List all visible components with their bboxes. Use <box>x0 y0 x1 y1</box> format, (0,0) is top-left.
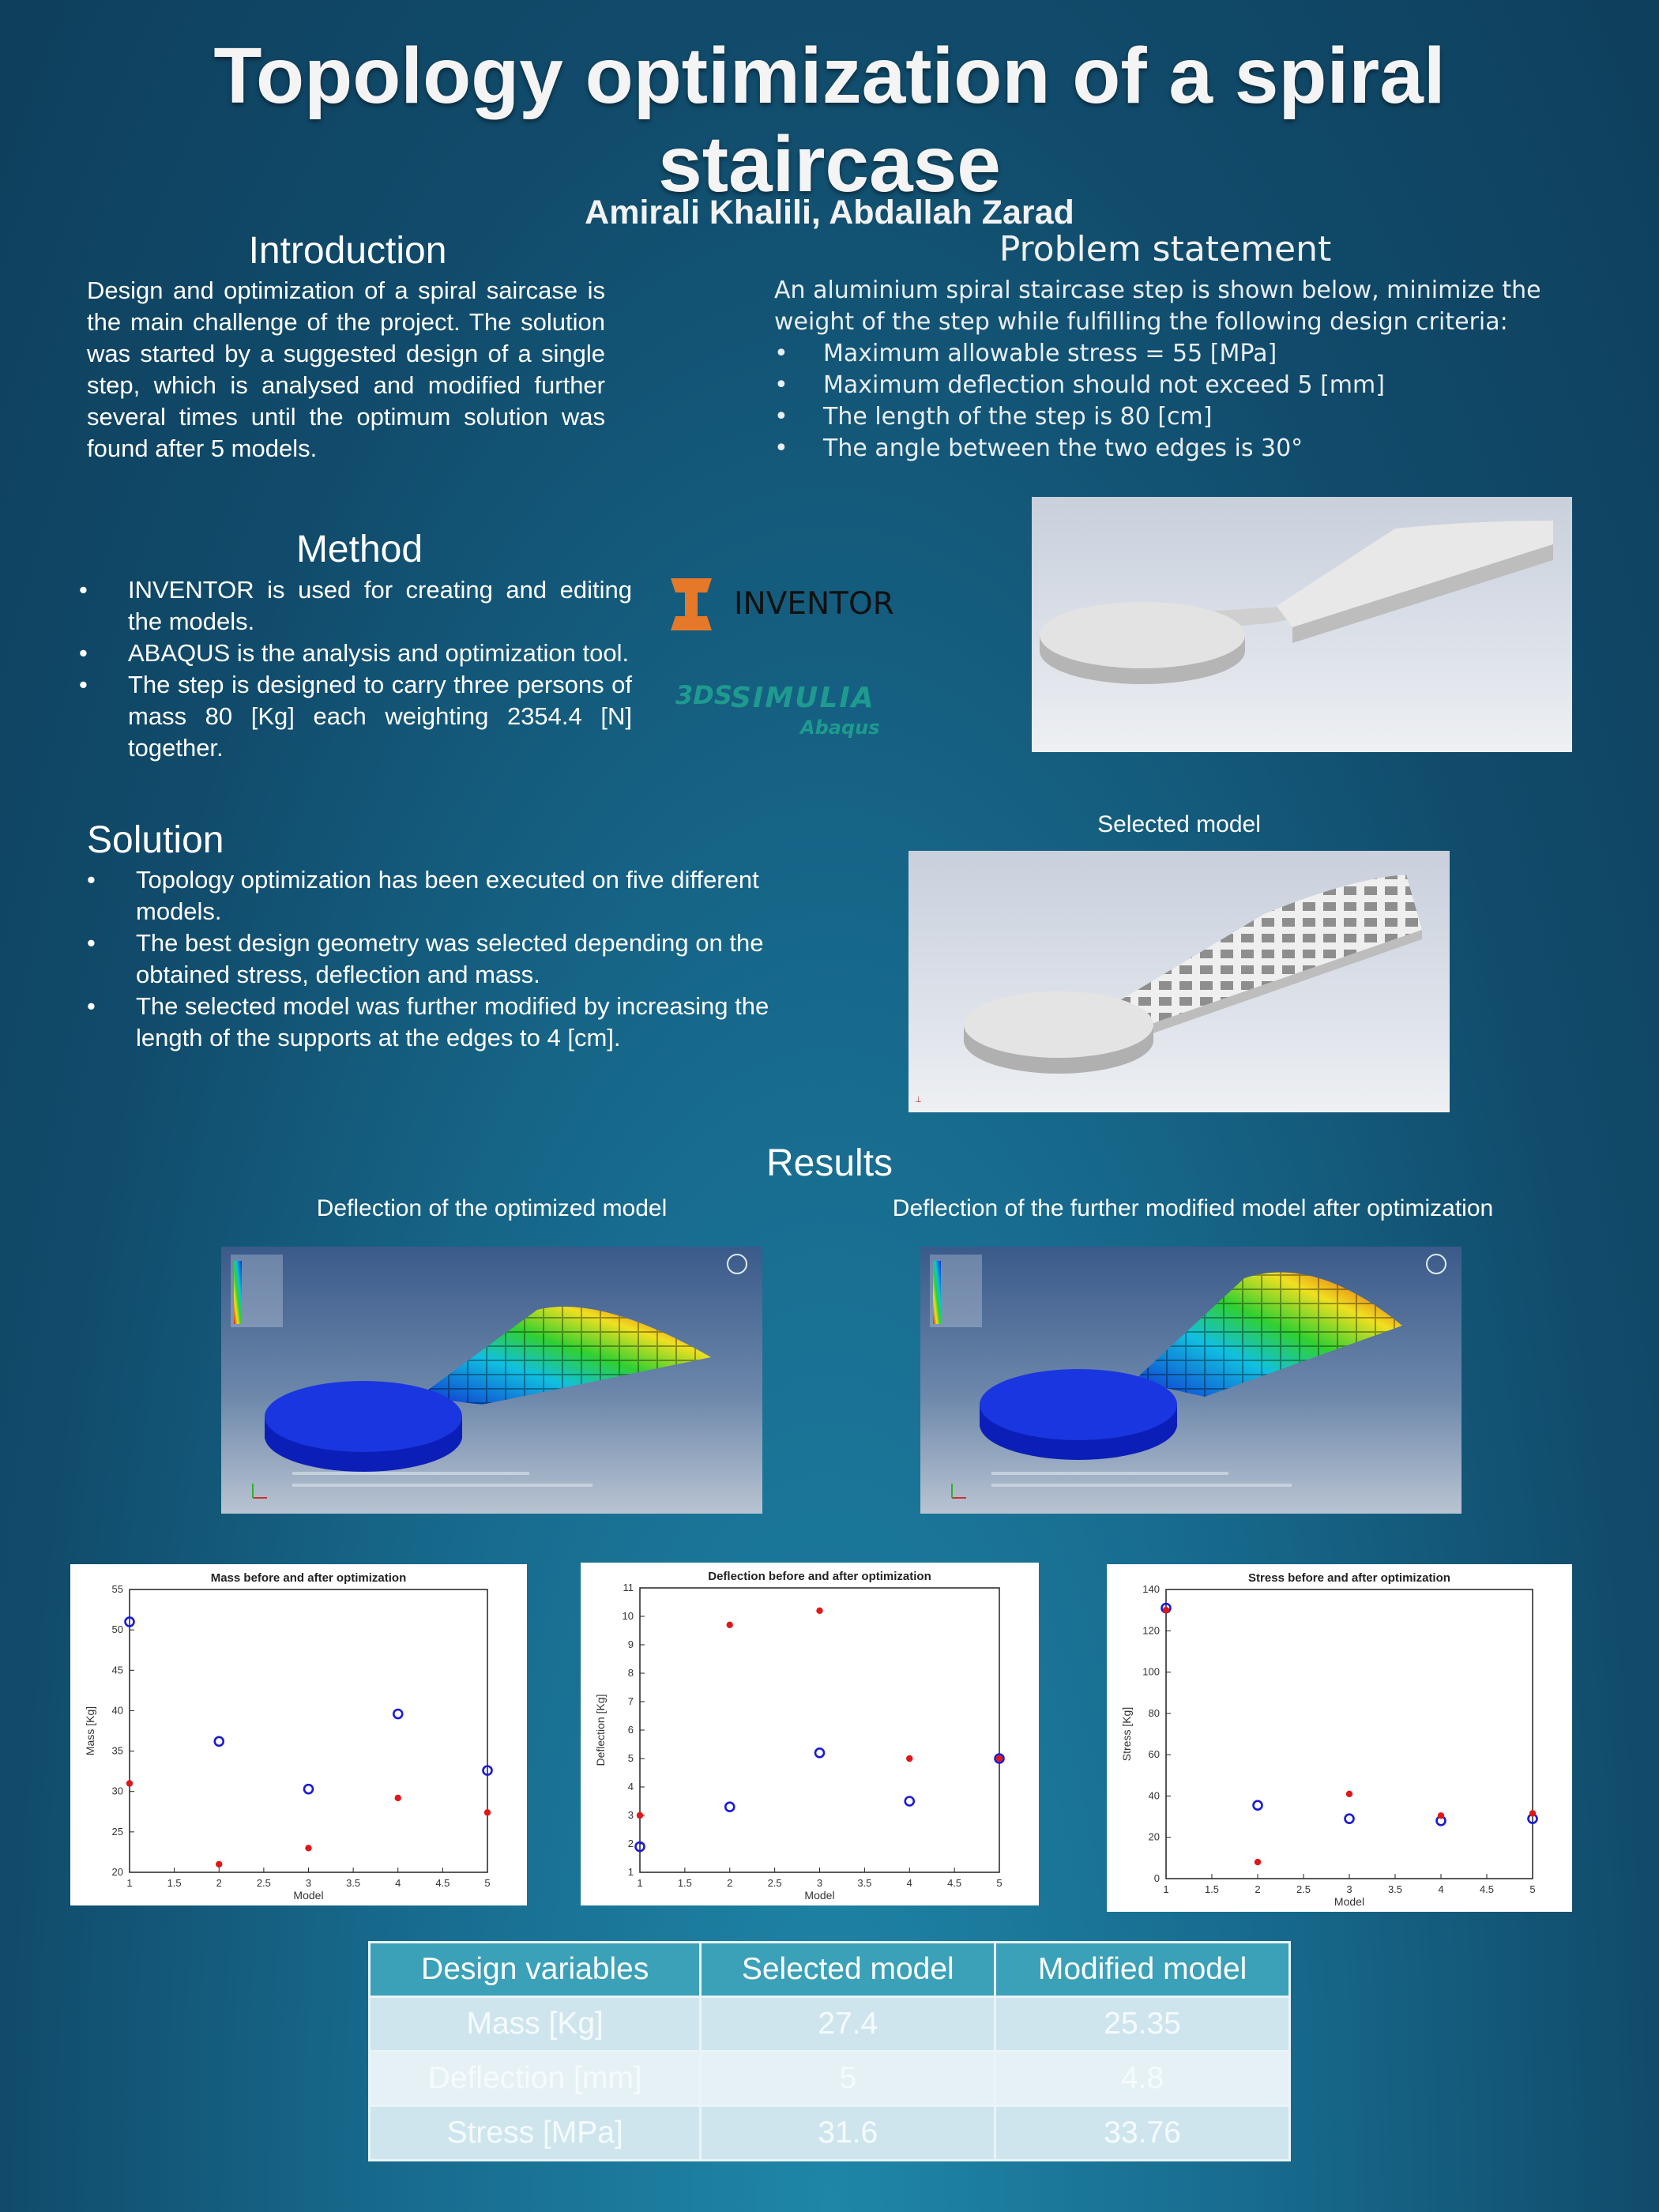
x-tick-label: 2 <box>727 1877 733 1889</box>
y-tick-label: 5 <box>627 1752 634 1764</box>
chart-title: Deflection before and after optimization <box>708 1570 931 1583</box>
after-point <box>1255 1859 1261 1865</box>
y-tick-label: 60 <box>1148 1748 1160 1761</box>
after-point <box>395 1795 401 1801</box>
criteria-item: • Maximum deflection should not exceed 5 [mm] <box>774 370 1564 401</box>
before-point <box>725 1803 734 1811</box>
y-tick-label: 55 <box>111 1583 123 1595</box>
after-point <box>906 1755 912 1762</box>
x-tick-label: 1 <box>1163 1883 1169 1895</box>
fe-result-left-drawing <box>221 1247 762 1514</box>
table-row <box>370 1997 1290 2052</box>
table-row <box>370 2106 1290 2161</box>
method-heading: Method <box>295 529 423 570</box>
solution-item: • Topology optimization has been executed on five different models. <box>87 864 830 927</box>
step-model-image <box>1032 497 1572 752</box>
y-axis-label: Deflection [Kg] <box>594 1694 607 1766</box>
inventor-logo-text: INVENTOR <box>734 586 894 622</box>
plot-frame <box>130 1589 487 1872</box>
method-item: • INVENTOR is used for creating and editing the models. <box>79 574 632 638</box>
before-point <box>815 1748 824 1757</box>
x-tick-label: 5 <box>996 1877 1003 1889</box>
plot-frame <box>1166 1589 1533 1879</box>
x-tick-label: 1 <box>637 1877 643 1889</box>
y-tick-label: 20 <box>111 1866 123 1878</box>
introduction-text: Design and optimization of a spiral saircase is the main challenge of the project. The solution was started by a suggested design of a single step, which is analysed and modified further several times until the optimum solution was found after 5 models. <box>87 276 605 462</box>
x-tick-label: 3 <box>305 1877 312 1889</box>
y-axis-label: Mass [Kg] <box>84 1706 96 1756</box>
problem-criteria-list <box>774 338 1564 465</box>
y-tick-label: 10 <box>622 1610 634 1622</box>
simulia-text: SIMULIA <box>731 682 875 714</box>
x-axis-label: Model <box>1334 1895 1365 1908</box>
poster-title: Topology optimization of a spiral staircase <box>213 32 1446 209</box>
svg-text:⊥: ⊥ <box>915 1096 922 1104</box>
authors: Amirali Khalili, Abdallah Zarad <box>585 194 1074 231</box>
method-list <box>79 574 632 764</box>
method-item: • The step is designed to carry three persons of mass 80 [Kg] each weighting 2354.4 [N] together. <box>79 669 632 764</box>
x-tick-label: 2.5 <box>1296 1883 1311 1895</box>
solution-item: • The selected model was further modified by increasing the length of the supports at the edges to 4 [cm]. <box>87 991 830 1054</box>
selected-model-image <box>908 851 1450 1112</box>
y-tick-label: 40 <box>111 1704 123 1717</box>
table-cell: Stress [MPa] <box>370 2106 701 2161</box>
y-tick-label: 3 <box>627 1809 634 1821</box>
optimized-deflection-image <box>221 1247 762 1514</box>
criteria-item: • The length of the step is 80 [cm] <box>774 401 1564 433</box>
y-tick-label: 8 <box>627 1667 634 1679</box>
x-tick-label: 4 <box>395 1877 401 1889</box>
simulia-abaqus-logo <box>675 675 912 747</box>
solution-list <box>87 864 830 1054</box>
after-point <box>305 1845 311 1851</box>
y-tick-label: 45 <box>111 1664 123 1676</box>
abaqus-text: Abaqus <box>800 717 880 739</box>
y-tick-label: 35 <box>111 1744 123 1757</box>
stress-chart-svg <box>1107 1564 1572 1912</box>
x-tick-label: 4.5 <box>1479 1883 1495 1895</box>
before-point <box>215 1737 224 1746</box>
y-tick-label: 7 <box>627 1695 634 1707</box>
x-tick-label: 5 <box>484 1877 491 1889</box>
y-tick-label: 50 <box>111 1623 123 1636</box>
after-point <box>816 1608 822 1614</box>
after-point <box>637 1812 643 1819</box>
x-tick-label: 5 <box>1529 1883 1536 1895</box>
solid-step-drawing <box>1032 497 1572 752</box>
table-cell: 33.76 <box>995 2106 1290 2161</box>
results-caption-left: Deflection of the optimized model <box>316 1195 668 1221</box>
x-tick-label: 4.5 <box>435 1877 450 1889</box>
y-tick-label: 20 <box>1148 1830 1160 1843</box>
before-point <box>1345 1815 1354 1823</box>
table-cell: Deflection [mm] <box>370 2052 701 2106</box>
method-item: • ABAQUS is the analysis and optimization tool. <box>79 638 632 669</box>
table-cell: Mass [Kg] <box>370 1997 701 2052</box>
y-tick-label: 140 <box>1142 1583 1160 1595</box>
after-point <box>1346 1791 1352 1797</box>
x-tick-label: 2 <box>1255 1883 1261 1895</box>
table-cell: 5 <box>701 2052 995 2106</box>
table-header-row <box>370 1943 1290 1997</box>
y-axis-label: Stress [Kg] <box>1120 1706 1133 1762</box>
selected-model-caption: Selected model <box>1097 811 1261 837</box>
fe-result-right-drawing <box>920 1247 1462 1514</box>
x-tick-label: 3.5 <box>857 1877 872 1889</box>
x-tick-label: 4.5 <box>947 1877 962 1889</box>
stress-chart <box>1107 1564 1572 1912</box>
x-tick-label: 4 <box>1438 1883 1444 1895</box>
results-caption-right: Deflection of the further modified model after optimization <box>892 1195 1494 1221</box>
introduction-heading: Introduction <box>248 230 447 272</box>
x-tick-label: 3 <box>1346 1883 1352 1895</box>
table-cell: 4.8 <box>995 2052 1290 2106</box>
after-point <box>216 1861 222 1868</box>
before-point <box>905 1797 914 1806</box>
solution-heading: Solution <box>87 819 224 861</box>
criteria-item: • The angle between the two edges is 30° <box>774 433 1564 465</box>
results-heading: Results <box>766 1142 893 1184</box>
inventor-icon <box>668 577 715 632</box>
results-table <box>368 1941 1291 2161</box>
mass-chart <box>70 1564 527 1905</box>
x-tick-label: 1 <box>126 1877 133 1889</box>
mass-chart-svg <box>70 1564 527 1905</box>
criteria-item: • Maximum allowable stress = 55 [MPa] <box>774 338 1564 370</box>
x-tick-label: 2.5 <box>767 1877 782 1889</box>
y-tick-label: 6 <box>627 1724 634 1736</box>
before-point <box>304 1785 313 1793</box>
y-tick-label: 80 <box>1148 1706 1160 1719</box>
x-axis-label: Model <box>804 1889 835 1902</box>
modified-deflection-image <box>920 1247 1462 1514</box>
y-tick-label: 4 <box>627 1781 634 1793</box>
y-tick-label: 25 <box>111 1825 123 1838</box>
after-point <box>1529 1810 1536 1816</box>
x-tick-label: 4 <box>906 1877 912 1889</box>
table-header-cell: Modified model <box>995 1943 1290 1997</box>
problem-intro: An aluminium spiral staircase step is shown below, minimize the weight of the step while fulfilling the following design criteria: <box>774 276 1541 336</box>
y-tick-label: 9 <box>627 1638 634 1650</box>
inventor-logo <box>668 577 905 632</box>
x-tick-label: 2.5 <box>256 1877 271 1889</box>
after-point <box>484 1809 491 1815</box>
y-tick-label: 11 <box>623 1582 634 1593</box>
table-row <box>370 2052 1290 2106</box>
lattice-step-drawing <box>908 851 1450 1112</box>
y-tick-label: 1 <box>627 1866 634 1878</box>
deflection-chart <box>581 1563 1039 1905</box>
y-tick-label: 30 <box>111 1785 123 1797</box>
before-point <box>1254 1801 1262 1810</box>
x-tick-label: 1.5 <box>1204 1883 1220 1895</box>
chart-title: Mass before and after optimization <box>210 1571 407 1585</box>
plot-frame <box>640 1588 999 1872</box>
y-tick-label: 2 <box>627 1838 634 1849</box>
x-tick-label: 3 <box>816 1877 823 1889</box>
x-tick-label: 1.5 <box>677 1877 692 1889</box>
x-tick-label: 3.5 <box>346 1877 361 1889</box>
table-header-cell: Selected model <box>701 1943 995 1997</box>
x-tick-label: 1.5 <box>167 1877 182 1889</box>
deflection-chart-svg <box>581 1563 1039 1905</box>
y-tick-label: 0 <box>1153 1872 1160 1884</box>
after-point <box>727 1622 733 1628</box>
x-axis-label: Model <box>293 1889 324 1902</box>
y-tick-label: 100 <box>1142 1665 1160 1678</box>
chart-title: Stress before and after optimization <box>1248 1571 1450 1585</box>
table-cell: 25.35 <box>995 1997 1290 2052</box>
table-cell: 27.4 <box>701 1997 995 2052</box>
after-point <box>126 1780 133 1786</box>
after-point <box>1438 1812 1444 1819</box>
x-tick-label: 3.5 <box>1387 1883 1403 1895</box>
before-point <box>393 1710 402 1718</box>
problem-heading: Problem statement <box>999 229 1332 269</box>
after-point <box>996 1755 1003 1762</box>
y-tick-label: 120 <box>1142 1624 1160 1637</box>
x-tick-label: 2 <box>216 1877 222 1889</box>
simulia-ds-mark: 3DS <box>675 680 732 710</box>
table-cell: 31.6 <box>701 2106 995 2161</box>
table-header-cell: Design variables <box>370 1943 701 1997</box>
after-point <box>1163 1607 1169 1613</box>
y-tick-label: 40 <box>1148 1789 1160 1802</box>
solution-item: • The best design geometry was selected depending on the obtained stress, deflection and mass. <box>87 927 830 991</box>
